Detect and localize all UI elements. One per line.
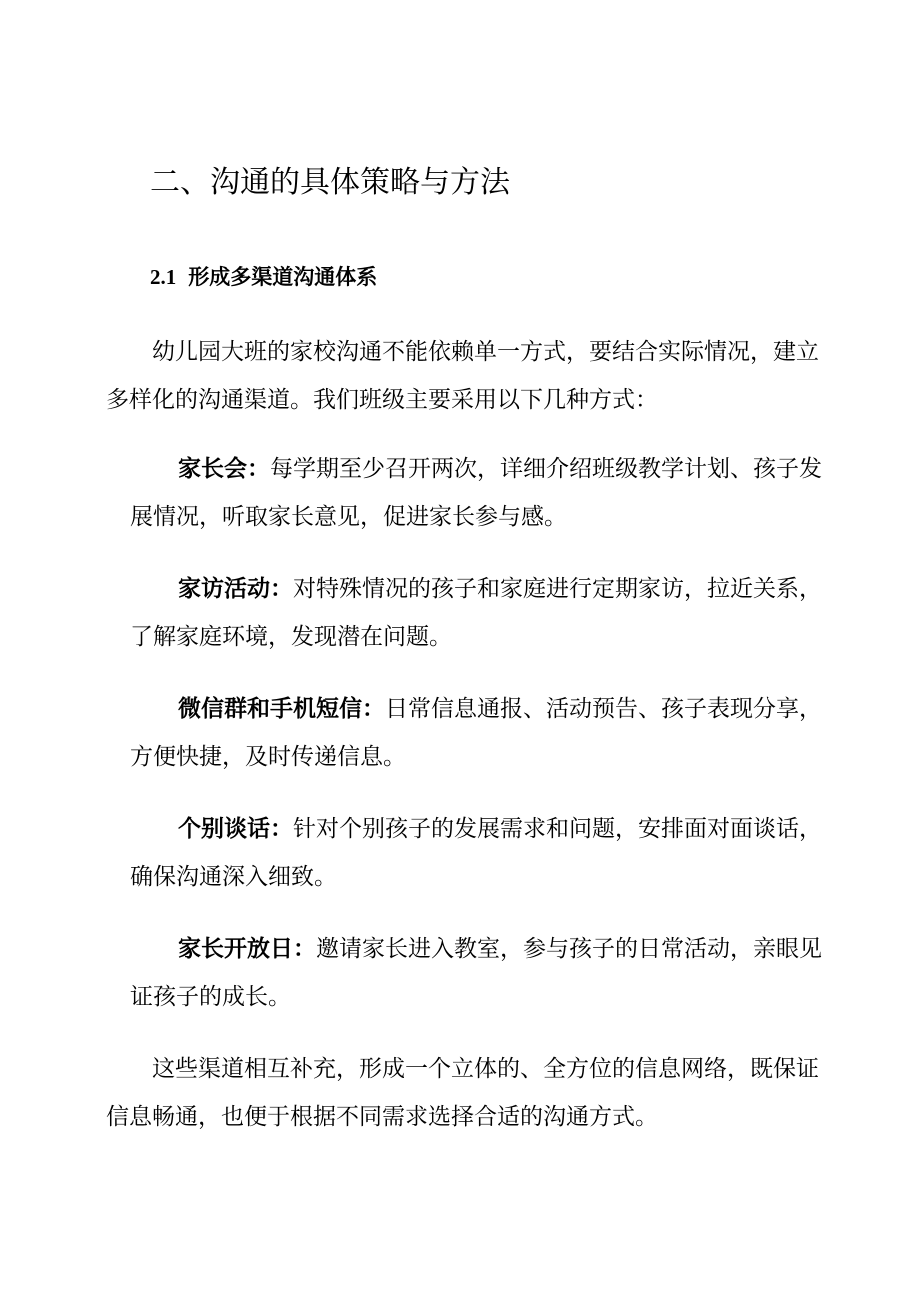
channel-item-line-1 <box>130 565 830 613</box>
channel-item-wechat-sms <box>130 685 830 781</box>
channel-item-parent-meeting <box>130 445 830 541</box>
channel-item-text: 邀请家长进入教室，参与孩子的日常活动，亲眼见 <box>316 936 822 962</box>
channel-item-line-2: 确保沟通深入细致。 <box>130 864 337 890</box>
subsection-heading <box>150 259 377 295</box>
channel-item-text: 针对个别孩子的发展需求和问题，安排面对面谈话， <box>293 816 822 842</box>
channel-item-open-day <box>130 925 830 1021</box>
channel-item-line-2: 展情况，听取家长意见，促进家长参与感。 <box>130 504 567 530</box>
intro-line-1: 幼儿园大班的家校沟通不能依赖单一方式，要结合实际情况，建立 <box>152 339 819 365</box>
channel-item-label: 微信群和手机短信： <box>178 696 385 722</box>
summary-line-2: 信息畅通，也便于根据不同需求选择合适的沟通方式。 <box>106 1104 658 1130</box>
summary-paragraph <box>106 1045 836 1141</box>
channel-item-line-1 <box>130 445 830 493</box>
subsection-number: 2.1 <box>150 265 177 289</box>
section-heading: 二、沟通的具体策略与方法 <box>150 165 510 200</box>
channel-item-label: 家长开放日： <box>178 936 316 962</box>
channel-item-line-2: 了解家庭环境，发现潜在问题。 <box>130 624 452 650</box>
channel-item-line-2: 方便快捷，及时传递信息。 <box>130 744 406 770</box>
summary-line-1: 这些渠道相互补充，形成一个立体的、全方位的信息网络，既保证 <box>152 1056 819 1082</box>
channel-item-individual-talk <box>130 805 830 901</box>
channel-item-line-2: 证孩子的成长。 <box>130 984 291 1010</box>
channel-item-line-1 <box>130 685 830 733</box>
channel-item-text: 对特殊情况的孩子和家庭进行定期家访，拉近关系， <box>293 576 822 602</box>
channel-item-line-1 <box>130 925 830 973</box>
channel-item-label: 家访活动： <box>178 576 293 602</box>
channel-item-home-visit <box>130 565 830 661</box>
intro-line-2: 多样化的沟通渠道。我们班级主要采用以下几种方式： <box>106 387 658 413</box>
channel-item-text: 日常信息通报、活动预告、孩子表现分享， <box>385 696 822 722</box>
intro-paragraph <box>106 328 826 424</box>
channel-item-label: 家长会： <box>178 456 270 482</box>
channel-item-label: 个别谈话： <box>178 816 293 842</box>
channel-item-text: 每学期至少召开两次，详细介绍班级教学计划、孩子发 <box>270 456 822 482</box>
channel-item-line-1 <box>130 805 830 853</box>
subsection-title: 形成多渠道沟通体系 <box>188 265 378 289</box>
